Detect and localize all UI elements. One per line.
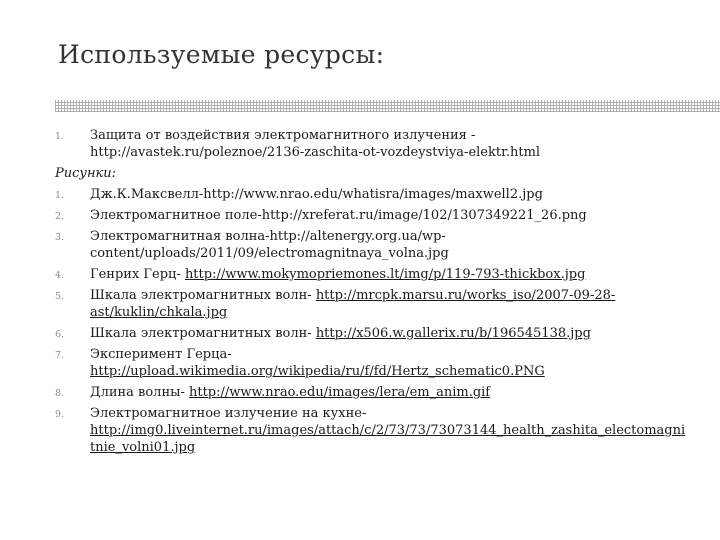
item-text: Шкала электромагнитных волн- bbox=[90, 288, 316, 303]
pictures-heading: Рисунки: bbox=[55, 166, 117, 181]
list-item bbox=[55, 405, 690, 456]
page-title: Используемые ресурсы: bbox=[58, 40, 385, 69]
list-item bbox=[55, 207, 690, 224]
item-number: 5. bbox=[55, 291, 65, 302]
item-link[interactable]: http://mrcpk.marsu.ru/works_iso/2007-09-28-ast/kuklin/chkala.jpg bbox=[90, 288, 616, 320]
item-number: 8. bbox=[55, 388, 65, 399]
item-number: 4. bbox=[55, 270, 65, 281]
item-link[interactable]: http://upload.wikimedia.org/wikipedia/ru/f/fd/Hertz_schematic0.PNG bbox=[90, 364, 545, 379]
item-text: Генрих Герц- bbox=[90, 267, 185, 282]
list-item bbox=[55, 325, 690, 342]
item-text[interactable]: Электромагнитная волна-http://altenergy.org.ua/wp-content/uploads/2011/09/electromagnitnaya_volna.jpg bbox=[90, 229, 449, 261]
item-text[interactable]: Защита от воздействия электромагнитного излучения - http://avastek.ru/poleznoe/2136-zaschita-ot-vozdeystviya-elektr.html bbox=[90, 128, 541, 160]
list-item bbox=[55, 266, 690, 283]
item-number: 3. bbox=[55, 232, 65, 243]
item-link[interactable]: http://www.nrao.edu/images/lera/em_anim.gif bbox=[188, 385, 491, 400]
item-number: 1. bbox=[55, 190, 65, 201]
list-item bbox=[55, 384, 690, 401]
item-number: 1. bbox=[55, 131, 65, 142]
item-text[interactable]: Дж.К.Максвелл-http://www.nrao.edu/whatisra/images/maxwell2.jpg bbox=[90, 187, 543, 202]
item-text[interactable]: Электромагнитное поле-http://xreferat.ru/image/102/1307349221_26.png bbox=[90, 208, 587, 223]
item-number: 2. bbox=[55, 211, 65, 222]
item-link[interactable]: http://img0.liveinternet.ru/images/attach/c/2/73/73/73073144_health_zashita_electomagnitnie_volni01.jpg bbox=[90, 423, 686, 455]
list-item bbox=[55, 186, 690, 203]
item-text: Шкала электромагнитных волн- bbox=[90, 326, 316, 341]
item-number: 9. bbox=[55, 409, 65, 420]
resource-list bbox=[55, 127, 690, 460]
list-item bbox=[55, 346, 690, 380]
list-item bbox=[55, 127, 690, 161]
list-item bbox=[55, 228, 690, 262]
item-link[interactable]: http://www.mokymopriemones.lt/img/p/119-793-thickbox.jpg bbox=[184, 267, 586, 282]
item-text: Электромагнитное излучение на кухне- bbox=[90, 406, 367, 421]
list-item bbox=[55, 287, 690, 321]
item-number: 7. bbox=[55, 350, 65, 361]
item-link[interactable]: http://x506.w.gallerix.ru/b/196545138.jpg bbox=[315, 326, 591, 341]
item-text: Длина волны- bbox=[90, 385, 189, 400]
item-number: 6. bbox=[55, 329, 65, 340]
dotted-divider bbox=[55, 100, 720, 112]
item-text: Эксперимент Герца- bbox=[90, 347, 232, 362]
